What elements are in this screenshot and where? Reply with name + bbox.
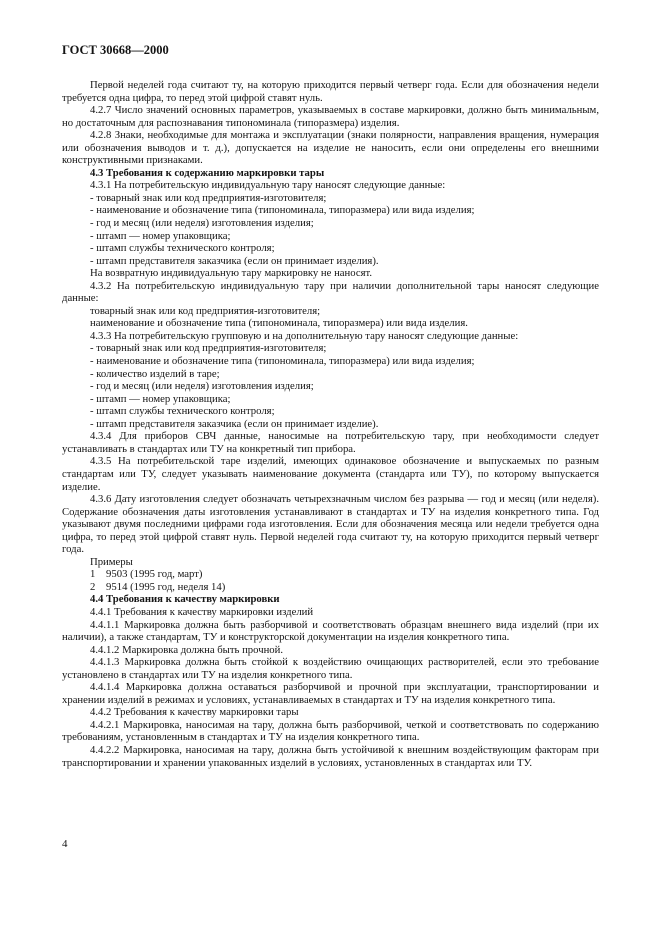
paragraph: 4.2.7 Число значений основных параметров, указываемых в составе маркировки, должно быть минимальным, но достаточным для распознавания типономинала (типоразмера) изделия. xyxy=(62,104,599,129)
paragraph: 4.4.2 Требования к качеству маркировки тары xyxy=(90,706,299,719)
paragraph: 4.3.4 Для приборов СВЧ данные, наносимые на потребительскую тару, при необходимости следует устанавливать в стандартах или ТУ на конкретный тип прибора. xyxy=(62,430,599,455)
paragraph: 4.3.2 На потребительскую индивидуальную тару при наличии дополнительной тары наносят следующие данные: xyxy=(62,279,599,305)
paragraph: - количество изделий в таре; xyxy=(90,367,220,380)
paragraph: 4.3.6 Дату изготовления следует обозначать четырехзначным числом без разрыва — год и месяц (или неделя). Содержание обозначения даты изготовления устанавливают в стандартах и ТУ на изделия конкретного типа. Год указывают двумя последними цифрами года изготовления. Если для обозначения месяца или недели требуется одна цифра, то перед этой цифрой ставят нуль. Первой неделей года считают ту, на которую приходится первый четверг года. xyxy=(62,493,599,556)
paragraph: 4.4.1.1 Маркировка должна быть разборчивой и соответствовать образцам внешнего вида изделий (при их наличии), а также стандартам, ТУ и конструкторской документации на изделия конкретного типа. xyxy=(62,618,599,644)
paragraph: - штамп — номер упаковщика; xyxy=(90,392,231,405)
paragraph: 4.3.3 На потребительскую групповую и на дополнительную тару наносят следующие данные: xyxy=(90,329,519,342)
paragraph: - штамп — номер упаковщика; xyxy=(90,229,231,242)
paragraph: 4.4.2.2 Маркировка, наносимая на тару, должна быть устойчивой к внешним воздействующим факторам при транспортировании и хранении упакованных изделий в условиях, установленных в стандартах или ТУ. xyxy=(62,743,599,769)
paragraph: 4.4.1.3 Маркировка должна быть стойкой к воздействию очищающих растворителей, если это требование установлено в стандартах или ТУ на изделия конкретного типа. xyxy=(62,656,599,681)
paragraph: 4.3.5 На потребительской таре изделий, имеющих одинаковое обозначение и выпускаемых по разным стандартам или ТУ, следует указывать наименование документа (стандарта или ТУ), по которому выпускается изделие. xyxy=(62,455,599,493)
paragraph: - наименование и обозначение типа (типономинала, типоразмера) или вида изделия; xyxy=(90,355,475,368)
section-heading: 4.3 Требования к содержанию маркировки тары xyxy=(90,166,325,179)
paragraph: наименование и обозначение типа (типономинала, типоразмера) или вида изделия. xyxy=(90,317,468,330)
paragraph: Первой неделей года считают ту, на которую приходится первый четверг года. Если для обозначения недели требуется одна цифра, то перед этой цифрой ставят нуль. xyxy=(62,79,599,104)
document-body xyxy=(62,79,599,769)
paragraph: - штамп представителя заказчика (если он принимает изделие). xyxy=(90,417,379,430)
paragraph: На возвратную индивидуальную тару маркировку не наносят. xyxy=(90,267,373,280)
paragraph: 4.4.2.1 Маркировка, наносимая на тару, должна быть разборчивой, четкой и соответствовать по содержанию требованиям, установленным в стандартах и ТУ на изделия конкретного типа. xyxy=(62,718,599,744)
example-line: 1 9503 (1995 год, март) xyxy=(90,568,203,581)
paragraph: - наименование и обозначение типа (типономинала, типоразмера) или вида изделия; xyxy=(90,204,475,217)
paragraph: - год и месяц (или неделя) изготовления изделия; xyxy=(90,217,314,230)
paragraph: - штамп службы технического контроля; xyxy=(90,405,275,418)
page-number: 4 xyxy=(62,838,68,850)
paragraph: - товарный знак или код предприятия-изготовителя; xyxy=(90,191,327,204)
example-line: 2 9514 (1995 год, неделя 14) xyxy=(90,580,226,593)
paragraph: 4.4.1 Требования к качеству маркировки изделий xyxy=(90,605,314,618)
document-code-header: ГОСТ 30668—2000 xyxy=(62,43,169,57)
paragraph: товарный знак или код предприятия-изготовителя; xyxy=(90,304,321,317)
paragraph: Примеры xyxy=(90,555,133,568)
paragraph: 4.3.1 На потребительскую индивидуальную тару наносят следующие данные: xyxy=(90,179,446,192)
paragraph: - товарный знак или код предприятия-изготовителя; xyxy=(90,342,327,355)
section-heading: 4.4 Требования к качеству маркировки xyxy=(90,593,280,606)
paragraph: 4.4.1.4 Маркировка должна оставаться разборчивой и прочной при эксплуатации, транспортировании и хранении изделий в режимах и условиях, устанавливаемых в стандартах и ТУ на изделия конкретного типа. xyxy=(62,681,599,706)
paragraph: - год и месяц (или неделя) изготовления изделия; xyxy=(90,380,314,393)
paragraph: 4.2.8 Знаки, необходимые для монтажа и эксплуатации (знаки полярности, направления вращения, нумерация или обозначения выводов и т. д.), допускается на изделие не наносить, если они определены его внешними конструктивными признаками. xyxy=(62,129,599,167)
paragraph: - штамп представителя заказчика (если он принимает изделия). xyxy=(90,254,379,267)
paragraph: - штамп службы технического контроля; xyxy=(90,242,275,255)
paragraph: 4.4.1.2 Маркировка должна быть прочной. xyxy=(90,643,284,656)
